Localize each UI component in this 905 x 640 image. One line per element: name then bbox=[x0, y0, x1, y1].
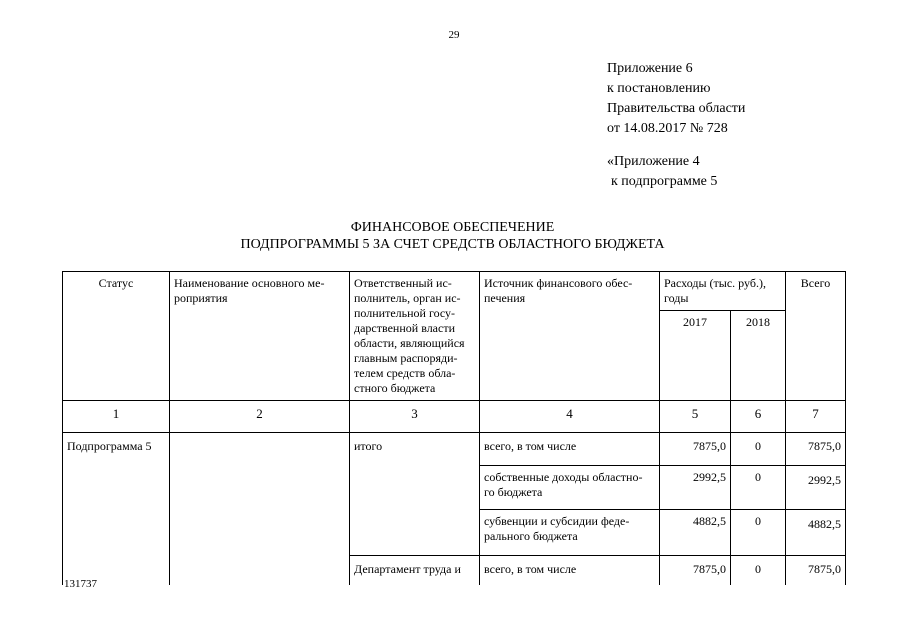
appendix-line: Правительства области bbox=[607, 101, 746, 116]
header-status: Статус bbox=[63, 272, 170, 401]
value-2018: 0 bbox=[731, 466, 786, 510]
responsible-cell: итого bbox=[350, 433, 480, 556]
appendix-line: Приложение 6 bbox=[607, 61, 693, 76]
header-year-2018: 2018 bbox=[731, 311, 786, 401]
column-number: 1 bbox=[63, 401, 170, 433]
value-2018: 0 bbox=[731, 433, 786, 466]
value-total: 4882,5 bbox=[786, 510, 846, 556]
source-cell: субвенции и субсидии феде- рального бюджета bbox=[480, 510, 660, 556]
page-number: 29 bbox=[448, 29, 460, 41]
financing-table bbox=[62, 271, 846, 585]
header-total: Всего bbox=[786, 272, 846, 401]
column-number: 2 bbox=[170, 401, 350, 433]
source-cell: собственные доходы областно- го бюджета bbox=[480, 466, 660, 510]
title-line-1: ФИНАНСОВОЕ ОБЕСПЕЧЕНИЕ bbox=[350, 220, 555, 235]
column-number: 5 bbox=[660, 401, 731, 433]
value-total: 7875,0 bbox=[786, 433, 846, 466]
header-responsible: Ответственный ис- полнитель, орган ис- полнительной госу- дарственной власти области, являющийся главным распоряди- телем средств обла- стного бюджета bbox=[350, 272, 480, 401]
table-row bbox=[63, 433, 846, 466]
value-total: 2992,5 bbox=[786, 466, 846, 510]
appendix-line: к постановлению bbox=[607, 81, 711, 96]
footer-code: 131737 bbox=[64, 578, 97, 590]
header-year-2017: 2017 bbox=[660, 311, 731, 401]
value-total: 7875,0 bbox=[786, 556, 846, 586]
column-number: 6 bbox=[731, 401, 786, 433]
value-2017: 7875,0 bbox=[660, 433, 731, 466]
column-number: 4 bbox=[480, 401, 660, 433]
appendix-line: от 14.08.2017 № 728 bbox=[607, 121, 728, 136]
value-2017: 4882,5 bbox=[660, 510, 731, 556]
appendix-reference bbox=[607, 152, 717, 192]
value-2018: 0 bbox=[731, 510, 786, 556]
status-cell: Подпрограмма 5 bbox=[63, 433, 170, 586]
source-cell: всего, в том числе bbox=[480, 556, 660, 586]
responsible-cell: Департамент труда и bbox=[350, 556, 480, 586]
value-2017: 7875,0 bbox=[660, 556, 731, 586]
appendix-ref-line: к подпрограмме 5 bbox=[611, 174, 718, 189]
value-2018: 0 bbox=[731, 556, 786, 586]
header-source: Источник финансового обес- печения bbox=[480, 272, 660, 401]
title-line-2: ПОДПРОГРАММЫ 5 ЗА СЧЕТ СРЕДСТВ ОБЛАСТНОГО БЮДЖЕТА bbox=[240, 237, 665, 252]
column-number: 7 bbox=[786, 401, 846, 433]
name-cell bbox=[170, 433, 350, 586]
source-cell: всего, в том числе bbox=[480, 433, 660, 466]
appendix-block bbox=[607, 59, 745, 139]
document-title bbox=[0, 219, 905, 253]
appendix-ref-line: «Приложение 4 bbox=[607, 154, 700, 169]
value-2017: 2992,5 bbox=[660, 466, 731, 510]
header-name: Наименование основного ме- роприятия bbox=[170, 272, 350, 401]
column-number: 3 bbox=[350, 401, 480, 433]
header-expenses: Расходы (тыс. руб.), годы bbox=[660, 272, 786, 311]
